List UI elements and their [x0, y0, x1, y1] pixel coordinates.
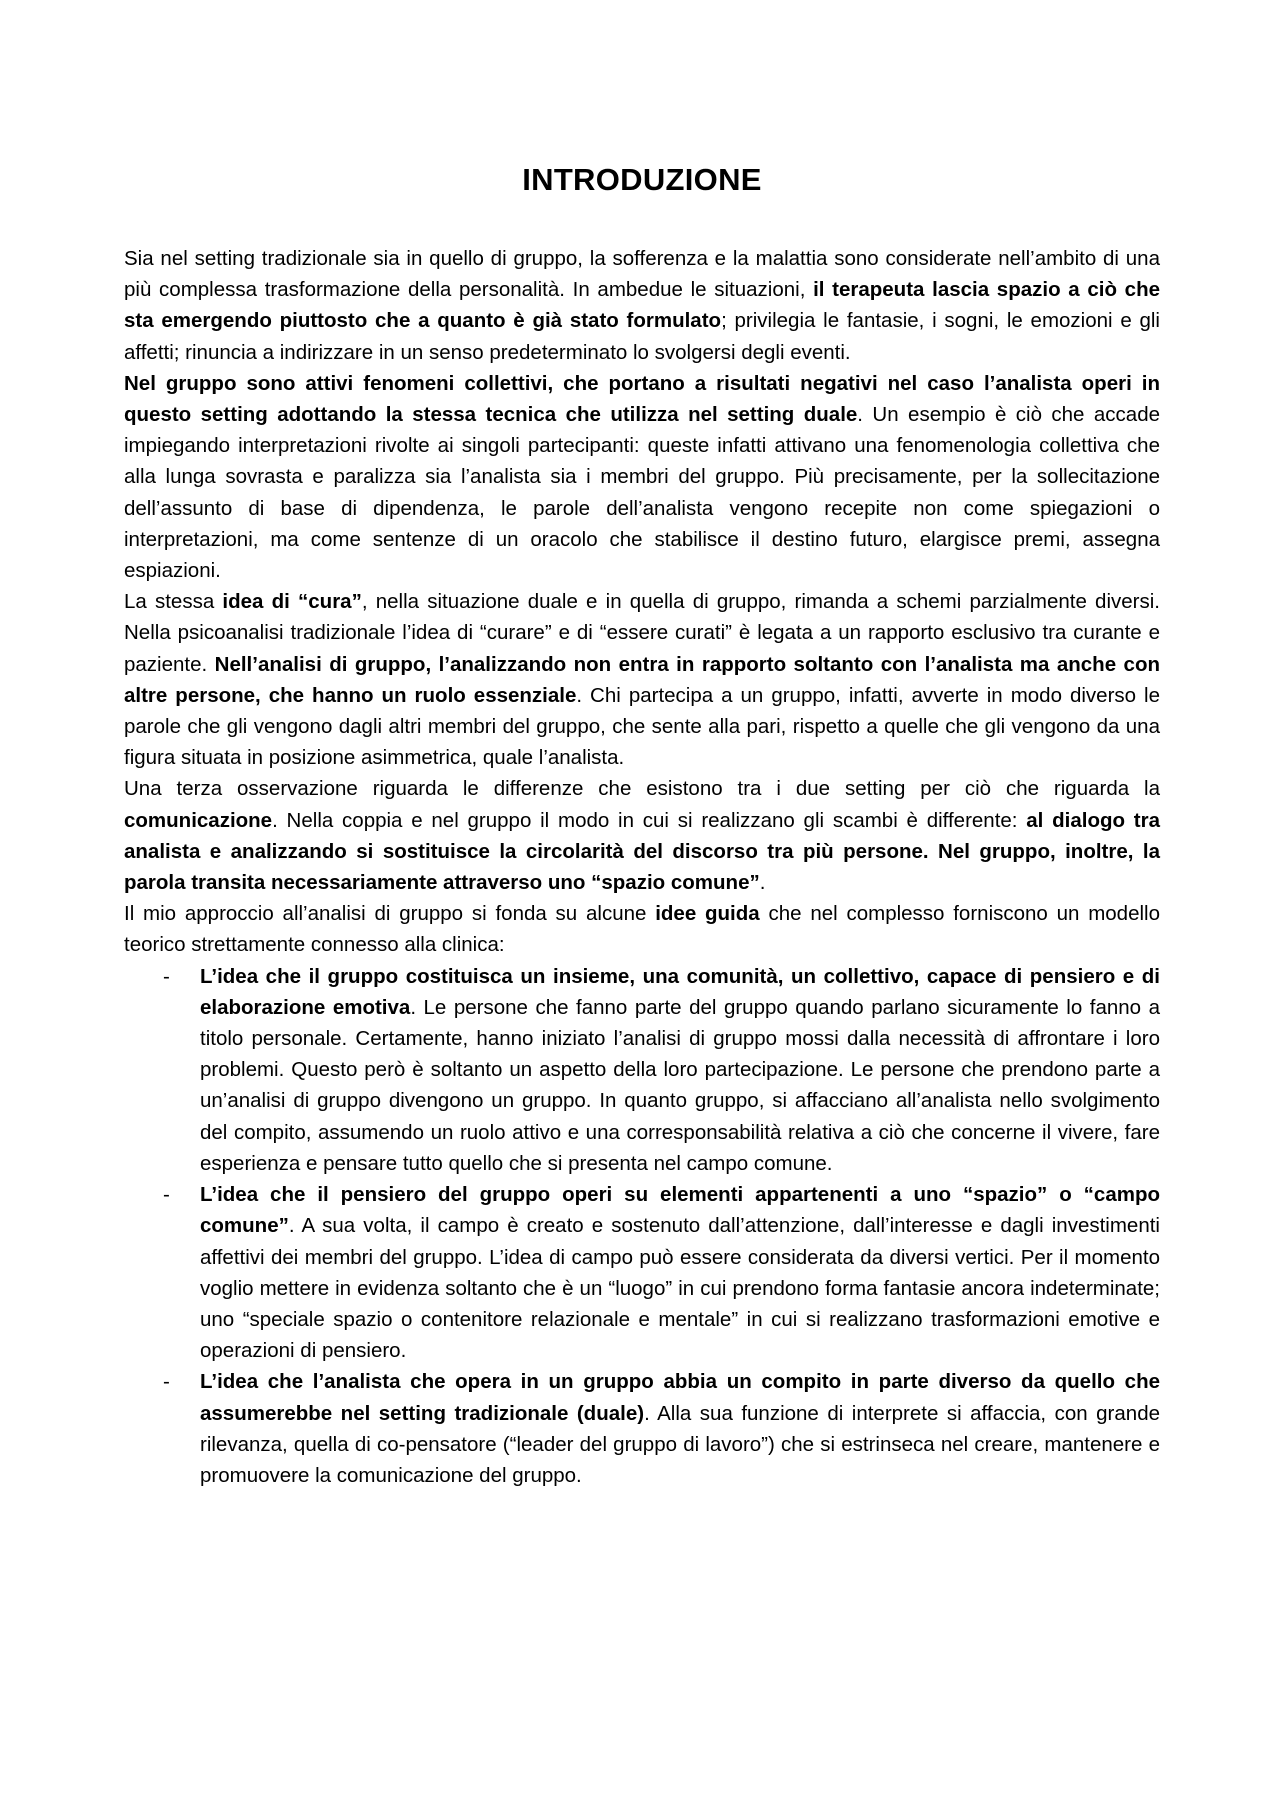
list-bullet: - — [163, 964, 170, 988]
paragraph-3 — [124, 586, 1160, 773]
text-segment: che nel complesso forniscono un modello teorico strettamente connesso alla clinica: — [124, 902, 1160, 957]
text-segment: . Alla sua funzione di interprete si affaccia, con grande rilevanza, quella di co-pensatore (“leader del gruppo di lavoro”) che si estrinseca nel creare, mantenere e promuovere la comunicazione del gruppo. — [200, 1401, 1160, 1487]
emphasis-segment: Nell’analisi di gruppo, l’analizzando non entra in rapporto soltanto con l’analista ma anche con altre persone, che hanno un ruolo essenziale — [124, 652, 1160, 707]
emphasis-segment: L’idea che il pensiero del gruppo operi su elementi appartenenti a uno “spazio” o “campo comune” — [200, 1183, 1160, 1238]
emphasis-segment: idee guida — [655, 902, 760, 926]
emphasis-segment: Nel gruppo sono attivi fenomeni collettivi, che portano a risultati negativi nel caso l’analista operi in questo setting adottando la stessa tecnica che utilizza nel setting duale — [124, 371, 1160, 427]
list-bullet: - — [163, 1183, 170, 1207]
emphasis-segment: il terapeuta lascia spazio a ciò che sta emergendo piuttosto che a quanto è già stato formulato — [124, 278, 1160, 333]
paragraph-5 — [124, 898, 1160, 960]
text-segment: . Nella coppia e nel gruppo il modo in cui si realizzano gli scambi è differente: — [272, 808, 1027, 832]
list-bullet: - — [163, 1370, 170, 1394]
text-segment: , nella situazione duale e in quella di gruppo, rimanda a schemi parzialmente diversi. Nella psicoanalisi tradizionale l’idea di “curare” e di “essere curati” è legata a un rapporto esclusivo tra curante e paziente. — [124, 590, 1160, 676]
document-page — [124, 0, 1160, 1491]
text-segment: . Chi partecipa a un gruppo, infatti, avverte in modo diverso le parole che gli vengono dagli altri membri del gruppo, che sente alla pari, rispetto a quelle che gli vengono da una figura situata in posizione asimmetrica, quale l’analista. — [124, 683, 1160, 770]
list-item — [124, 961, 1160, 1179]
emphasis-segment: comunicazione — [124, 808, 273, 832]
emphasis-segment: idea di “cura” — [222, 590, 362, 614]
page-title: INTRODUZIONE — [522, 162, 762, 197]
text-segment: . — [759, 871, 766, 895]
paragraph-1 — [124, 243, 1160, 368]
paragraph-2 — [124, 368, 1160, 586]
text-segment: . Un esempio è ciò che accade impiegando interpretazioni rivolte ai singoli partecipanti: queste infatti attivano una fenomenologia collettiva che alla lunga sovrasta e paralizza sia l’analista sia i membri del gruppo. Più precisamente, per la sollecitazione dell’assunto di base di dipendenza, le parole dell’analista vengono recepite non come spiegazioni o interpretazioni, ma come sentenze di un oracolo che stabilisce il destino futuro, elargisce premi, assegna espiazioni. — [124, 403, 1160, 583]
emphasis-segment: L’idea che l’analista che opera in un gruppo abbia un compito in parte diverso da quello che assumerebbe nel setting tradizionale (duale) — [200, 1370, 1160, 1425]
paragraph-4 — [124, 773, 1160, 898]
document-body — [124, 243, 1160, 1491]
text-segment: Sia nel setting tradizionale sia in quello di gruppo, la sofferenza e la malattia sono considerate nell’ambito di una più complessa trasformazione della personalità. In ambedue le situazioni, — [124, 247, 1160, 302]
guiding-ideas-list — [124, 961, 1160, 1491]
text-segment: Il mio approccio all’analisi di gruppo si fonda su alcune — [124, 902, 656, 926]
text-segment: ; privilegia le fantasie, i sogni, le emozioni e gli affetti; rinuncia a indirizzare in un senso predeterminato lo svolgersi degli eventi. — [124, 309, 1160, 364]
list-item — [124, 1179, 1160, 1366]
text-segment: La stessa — [124, 590, 223, 614]
emphasis-segment: al dialogo tra analista e analizzando si sostituisce la circolarità del discorso tra più persone. Nel gruppo, inoltre, la parola transita necessariamente attraverso uno “spazio comune” — [124, 808, 1161, 895]
emphasis-segment: L’idea che il gruppo costituisca un insieme, una comunità, un collettivo, capace di pensiero e di elaborazione emotiva — [200, 964, 1160, 1019]
text-segment: Una terza osservazione riguarda le differenze che esistono tra i due setting per ciò che riguarda la — [124, 777, 1160, 801]
list-item — [124, 1366, 1160, 1491]
text-segment: . A sua volta, il campo è creato e sostenuto dall’attenzione, dall’interesse e dagli investimenti affettivi dei membri del gruppo. L’idea di campo può essere considerata da diversi vertici. Per il momento voglio mettere in evidenza soltanto che è un “luogo” in cui prendono forma fantasie ancora indeterminate; uno “speciale spazio o contenitore relazionale e mentale” in cui si realizzano trasformazioni emotive e operazioni di pensiero. — [200, 1214, 1160, 1363]
text-segment: . Le persone che fanno parte del gruppo quando parlano sicuramente lo fanno a titolo personale. Certamente, hanno iniziato l’analisi di gruppo mossi dalla necessità di affrontare i loro problemi. Questo però è soltanto un aspetto della loro partecipazione. Le persone che prendono parte a un’analisi di gruppo divengono un gruppo. In quanto gruppo, si affacciano all’analista nello svolgimento del compito, assumendo un ruolo attivo e una corresponsabilità relativa a ciò che concerne il vivere, fare esperienza e pensare tutto quello che si presenta nel campo comune. — [200, 995, 1161, 1175]
